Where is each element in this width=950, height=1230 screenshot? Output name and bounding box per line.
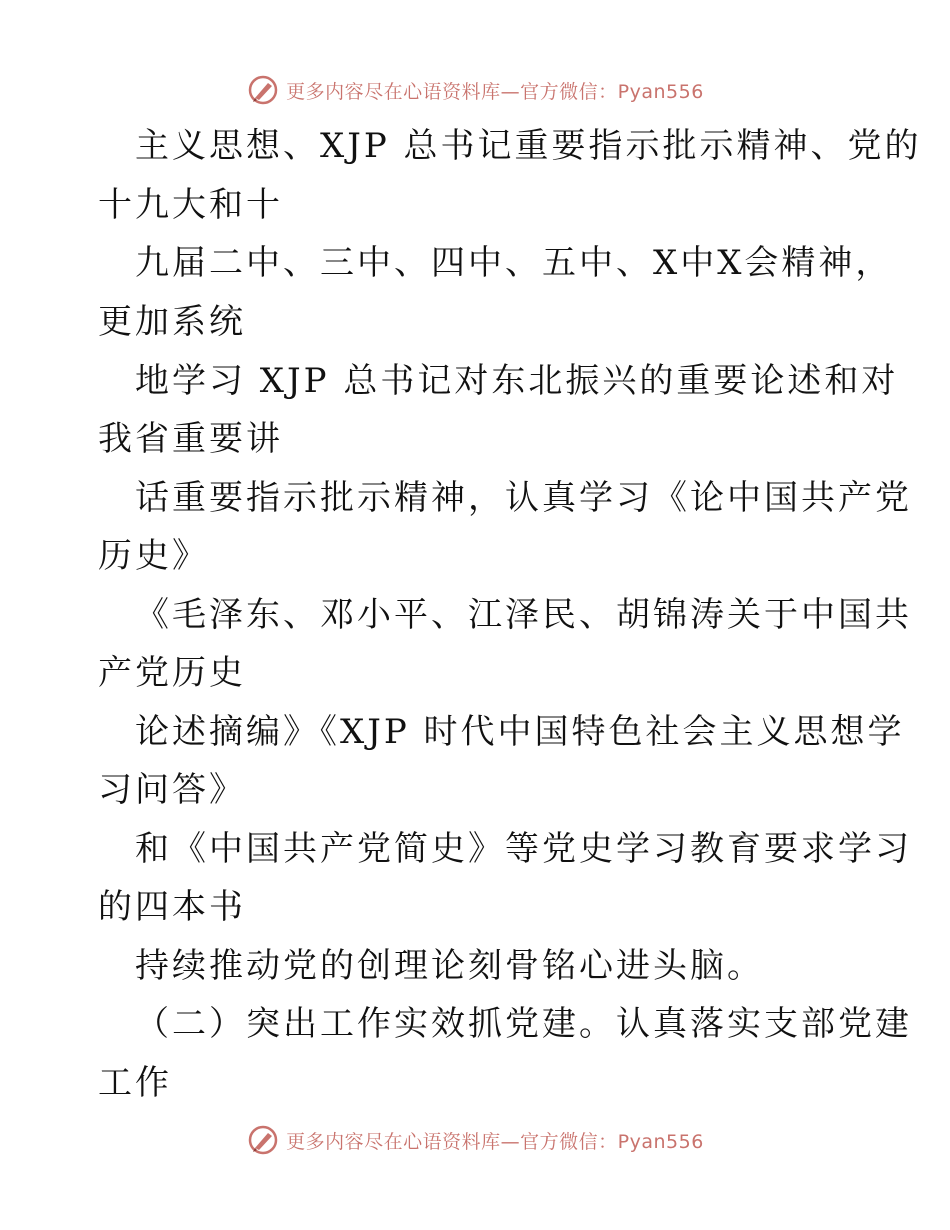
watermark-header bbox=[0, 70, 950, 110]
text-line: 话重要指示批示精神，认真学习《论中国共产党 bbox=[135, 478, 912, 518]
text-line: 习问答》 bbox=[98, 770, 246, 810]
text-line: 工作 bbox=[98, 1063, 172, 1103]
text-line: 产党历史 bbox=[98, 653, 246, 693]
text-line: 持续推动党的创理论刻骨铭心进头脑。 bbox=[135, 946, 764, 986]
watermark-text: 更多内容尽在心语资料库—官方微信：Pyan556 bbox=[286, 1130, 704, 1153]
text-line: 主义思想、XJP 总书记重要指示批示精神、党的 bbox=[135, 126, 922, 166]
text-line: 论述摘编》《XJP 时代中国特色社会主义思想学 bbox=[135, 712, 905, 752]
watermark-footer bbox=[0, 1120, 950, 1160]
text-line: 的四本书 bbox=[98, 887, 246, 927]
text-line: 十九大和十 bbox=[98, 185, 283, 225]
pen-logo-icon bbox=[246, 1123, 280, 1157]
text-line: （二）突出工作实效抓党建。认真落实支部党建 bbox=[135, 1004, 912, 1044]
text-line: 九届二中、三中、四中、五中、X中X会精神， bbox=[135, 243, 893, 283]
text-line: 历史》 bbox=[98, 536, 209, 576]
text-line: 和《中国共产党简史》等党史学习教育要求学习 bbox=[135, 829, 912, 869]
text-line: 我省重要讲 bbox=[98, 419, 283, 459]
text-line: 《毛泽东、邓小平、江泽民、胡锦涛关于中国共 bbox=[135, 595, 912, 635]
text-line: 更加系统 bbox=[98, 302, 246, 342]
watermark-text: 更多内容尽在心语资料库—官方微信：Pyan556 bbox=[286, 80, 704, 103]
pen-logo-icon bbox=[246, 73, 280, 107]
text-line: 地学习 XJP 总书记对东北振兴的重要论述和对 bbox=[135, 361, 899, 401]
